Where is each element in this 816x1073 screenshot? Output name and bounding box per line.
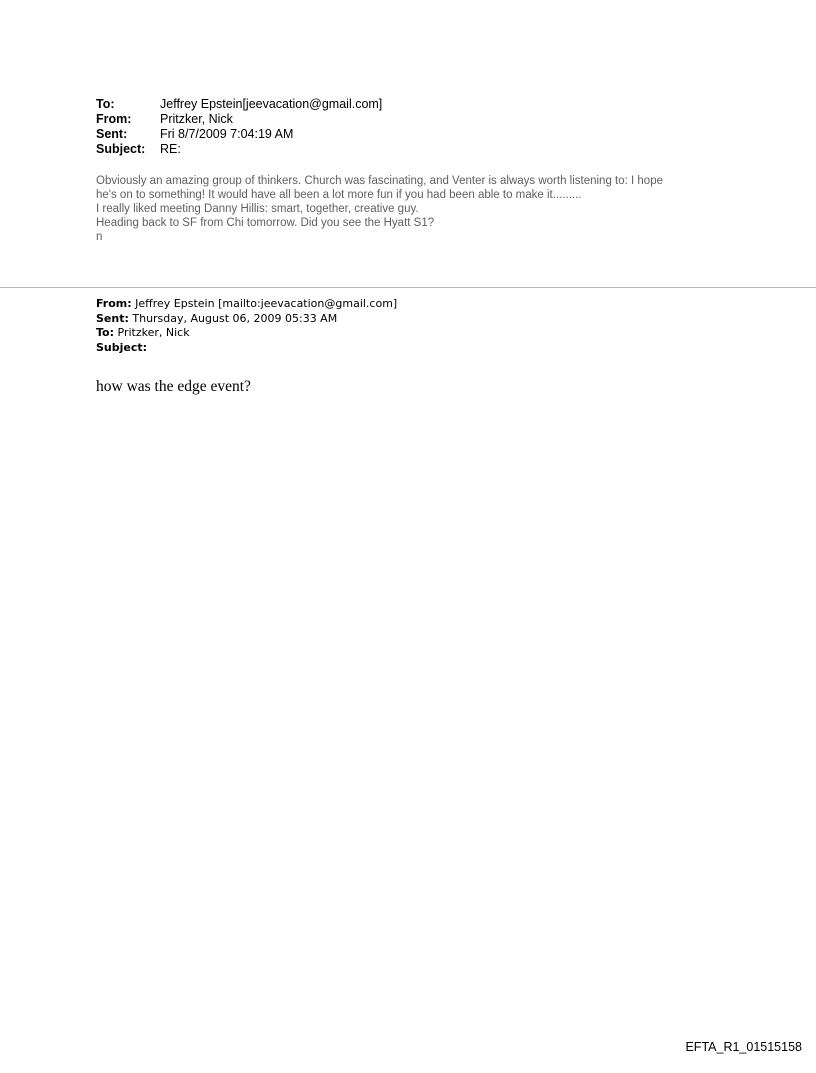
email-body bbox=[96, 174, 776, 244]
message-divider bbox=[0, 287, 816, 288]
header-sent-value: Fri 8/7/2009 7:04:19 AM bbox=[160, 127, 294, 141]
forwarded-header bbox=[96, 297, 776, 355]
header-sent-row bbox=[96, 127, 776, 142]
email-body-line: Heading back to SF from Chi tomorrow. Did you see the Hyatt S1? bbox=[96, 217, 435, 229]
fwd-subject-label: Subject: bbox=[96, 340, 148, 354]
header-from-value: Pritzker, Nick bbox=[160, 112, 233, 126]
header-subject-row bbox=[96, 142, 776, 157]
header-sent-label: Sent: bbox=[96, 127, 128, 141]
header-to-label: To: bbox=[96, 97, 115, 111]
fwd-to-row bbox=[96, 326, 776, 341]
email-header bbox=[96, 97, 776, 157]
header-from-label: From: bbox=[96, 112, 132, 126]
fwd-sent-value: Thursday, August 06, 2009 05:33 AM bbox=[132, 311, 338, 325]
fwd-sent-label: Sent: bbox=[96, 311, 129, 325]
header-subject-value: RE: bbox=[160, 142, 181, 156]
fwd-to-value: Pritzker, Nick bbox=[117, 326, 190, 339]
fwd-to-label: To: bbox=[96, 326, 114, 339]
document-id: EFTA_R1_01515158 bbox=[685, 1040, 802, 1054]
header-to-row bbox=[96, 97, 776, 112]
email-body-line: Obviously an amazing group of thinkers. Church was fascinating, and Venter is always worth listening to: I hope bbox=[96, 175, 663, 187]
header-subject-label: Subject: bbox=[96, 142, 146, 156]
header-from-row bbox=[96, 112, 776, 127]
fwd-sent-row bbox=[96, 312, 776, 327]
fwd-from-label: From: bbox=[96, 297, 132, 310]
fwd-subject-row bbox=[96, 341, 776, 356]
header-to-value: Jeffrey Epstein[jeevacation@gmail.com] bbox=[160, 97, 383, 111]
email-body-line: I really liked meeting Danny Hillis: smart, together, creative guy. bbox=[96, 203, 419, 215]
fwd-from-value: Jeffrey Epstein [mailto:jeevacation@gmail.com] bbox=[135, 297, 398, 310]
email-body-line: he's on to something! It would have all been a lot more fun if you had been able to make it......... bbox=[96, 189, 582, 201]
email-signature: n bbox=[96, 231, 103, 243]
forwarded-body: how was the edge event? bbox=[96, 378, 251, 395]
fwd-from-row bbox=[96, 297, 776, 312]
